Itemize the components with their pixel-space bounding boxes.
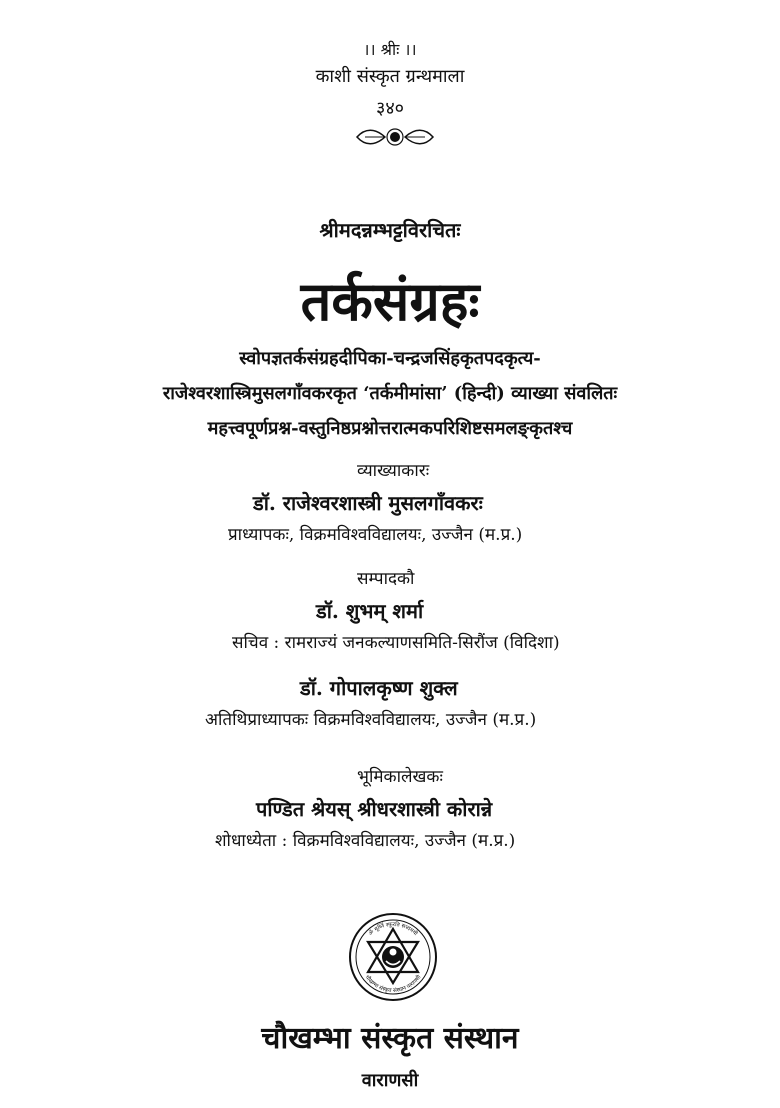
- foreword-role: भूमिकालेखकः: [357, 767, 443, 787]
- publisher-city: वाराणसी: [361, 1070, 419, 1091]
- publisher-name: चौखम्भा संस्कृत संस्थान: [261, 1021, 519, 1056]
- series-name: काशी संस्कृत ग्रन्थमाला: [315, 66, 465, 87]
- main-title: तर्कसंग्रहः: [300, 269, 480, 333]
- seal-text-top: ॐ मूर्ध्नि स्फुरति सत्त्वमयी: [367, 921, 419, 938]
- editors-role: सम्पादकौ: [357, 569, 415, 589]
- commentator-role: व्याख्याकारः: [357, 461, 430, 481]
- subtitle-line-3: महत्त्वपूर्णप्रश्न-वस्तुनिष्ठप्रश्नोत्तरात्मकपरिशिष्टसमलङ्कृतश्च: [207, 418, 573, 439]
- editor-2-name: डॉ. गोपालकृष्ण शुक्ल: [300, 676, 458, 700]
- series-number: ३४०: [375, 98, 405, 119]
- foreword-author-name: पण्डित श्रेयस् श्रीधरशास्त्री कोरान्ने: [256, 797, 493, 821]
- foreword-author-affiliation: शोधाध्येता : विक्रमविश्वविद्यालयः, उज्जैन (म.प्र.): [215, 831, 516, 851]
- editor-1-name: डॉ. शुभम् शर्मा: [316, 599, 424, 623]
- commentator-name: डॉ. राजेश्वरशास्त्री मुसलगाँवकरः: [253, 491, 483, 515]
- editor-2-affiliation: अतिथिप्राध्यापकः विक्रमविश्वविद्यालयः, उज्जैन (म.प्र.): [205, 710, 537, 730]
- author-line: श्रीमदन्नम्भट्टविरचितः: [319, 218, 461, 242]
- editor-1-affiliation: सचिव : रामराज्यं जनकल्याणसमिति-सिरौंज (विदिशा): [232, 633, 560, 653]
- ornament-divider-icon: [355, 126, 435, 148]
- publisher-seal-logo: [348, 912, 438, 1002]
- invocation: ।। श्रीः ।।: [363, 40, 417, 59]
- subtitle-line-2: राजेश्वरशास्त्रिमुसलगाँवकरकृत ‘तर्कमीमांसा’ (हिन्दी) व्याख्या संवलितः: [162, 383, 618, 404]
- seal-text-bottom: चौखम्भा संस्कृत संस्थान वाराणसी: [363, 974, 423, 995]
- subtitle-line-1: स्वोपज्ञतर्कसंग्रहदीपिका-चन्द्रजसिंहकृतपदकृत्य-: [239, 348, 541, 369]
- commentator-affiliation: प्राध्यापकः, विक्रमविश्वविद्यालयः, उज्जैन (म.प्र.): [228, 525, 523, 545]
